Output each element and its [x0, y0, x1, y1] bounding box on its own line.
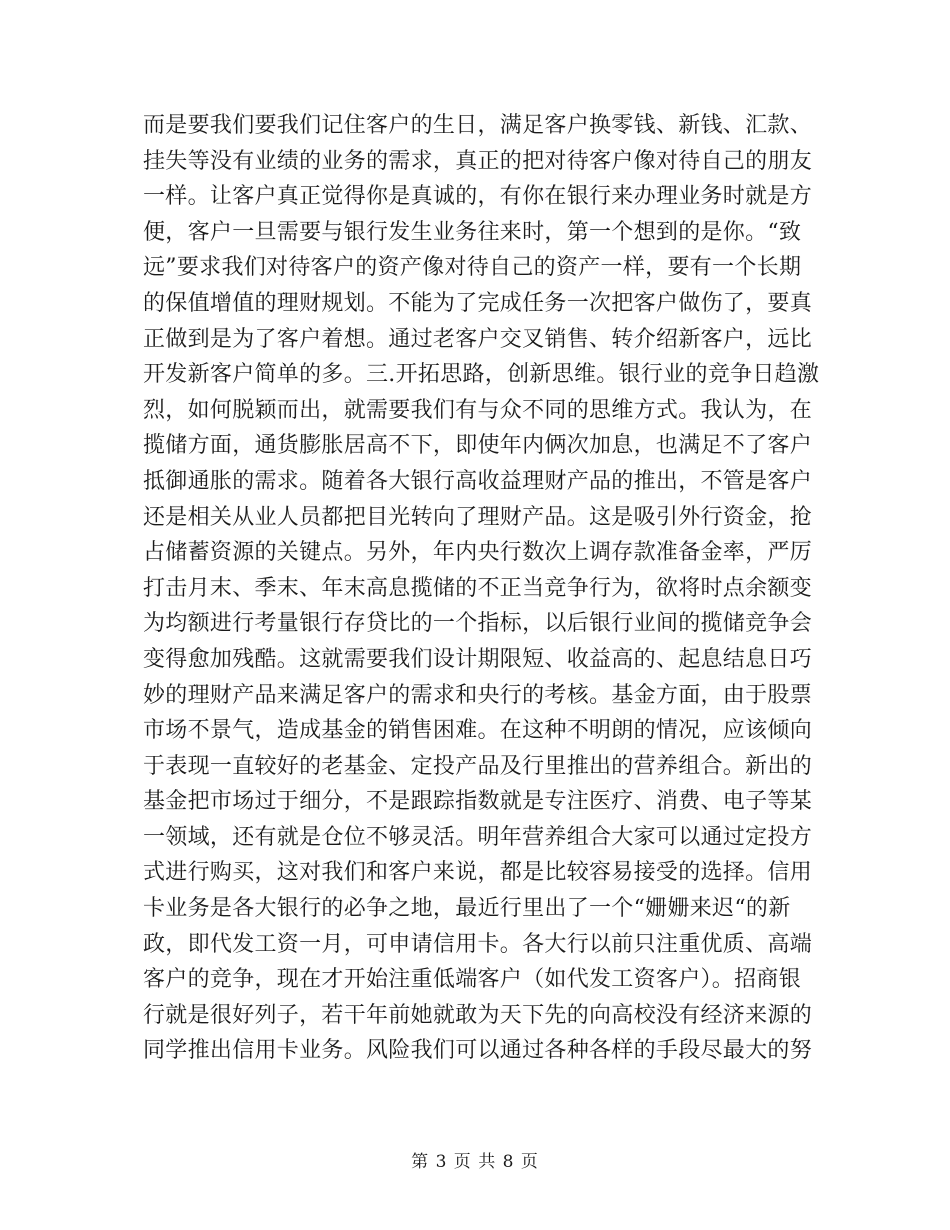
text-line: 挂失等没有业绩的业务的需求，真正的把对待客户像对待自己的朋友	[143, 148, 813, 174]
text-line: 市场不景气，造成基金的销售困难。在这种不明朗的情况，应该倾向	[143, 718, 813, 744]
text-line: 开发新客户简单的多。三.开拓思路，创新思维。银行业的竞争日趋激	[143, 362, 820, 388]
text-line: 占储蓄资源的关键点。另外，年内央行数次上调存款准备金率，严厉	[143, 540, 813, 566]
text-line: 烈，如何脱颖而出，就需要我们有与众不同的思维方式。我认为，在	[143, 397, 813, 423]
text-line: 变得愈加残酷。这就需要我们设计期限短、收益高的、起息结息日巧	[143, 646, 813, 672]
text-line: 式进行购买，这对我们和客户来说，都是比较容易接受的选择。信用	[143, 860, 813, 886]
text-line: 于表现一直较好的老基金、定投产品及行里推出的营养组合。新出的	[143, 753, 813, 779]
text-line: 客户的竞争，现在才开始注重低端客户（如代发工资客户）。招商银	[143, 967, 802, 993]
text-line: 的保值增值的理财规划。不能为了完成任务一次把客户做伤了，要真	[143, 290, 813, 316]
text-line: 妙的理财产品来满足客户的需求和央行的考核。基金方面，由于股票	[143, 682, 813, 708]
text-line: 一领域，还有就是仓位不够灵活。明年营养组合大家可以通过定投方	[143, 824, 813, 850]
text-line: 揽储方面，通货膨胀居高不下，即使年内俩次加息，也满足不了客户	[143, 433, 813, 459]
text-line: 政，即代发工资一月，可申请信用卡。各大行以前只注重优质、高端	[143, 931, 813, 957]
text-line: 行就是很好列子，若干年前她就敢为天下先的向高校没有经济来源的	[143, 1002, 813, 1028]
page-number-footer: 第 3 页 共 8 页	[411, 1152, 539, 1172]
text-line: 一样。让客户真正觉得你是真诚的，有你在银行来办理业务时就是方	[143, 184, 813, 210]
text-line: 卡业务是各大银行的必争之地，最近行里出了一个“姗姗来迟“的新	[143, 896, 791, 922]
text-line: 基金把市场过于细分，不是跟踪指数就是专注医疗、消费、电子等某	[143, 789, 813, 815]
text-line: 正做到是为了客户着想。通过老客户交叉销售、转介绍新客户，远比	[143, 326, 813, 352]
text-line: 打击月末、季末、年末高息揽储的不正当竞争行为，欲将时点余额变	[143, 575, 813, 601]
text-line: 抵御通胀的需求。随着各大银行高收益理财产品的推出，不管是客户	[143, 468, 813, 494]
body-text	[143, 108, 823, 1069]
text-line: 同学推出信用卡业务。风险我们可以通过各种各样的手段尽最大的努	[143, 1038, 813, 1064]
text-line: 而是要我们要我们记住客户的生日，满足客户换零钱、新钱、汇款、	[143, 113, 813, 138]
text-line: 还是相关从业人员都把目光转向了理财产品。这是吸引外行资金，抢	[143, 504, 813, 530]
text-line: 远”要求我们对待客户的资产像对待自己的资产一样，要有一个长期	[143, 255, 802, 281]
text-line: 为均额进行考量银行存贷比的一个指标，以后银行业间的揽储竞争会	[143, 611, 813, 637]
text-line: 便，客户一旦需要与银行发生业务往来时，第一个想到的是你。“致	[143, 219, 802, 245]
